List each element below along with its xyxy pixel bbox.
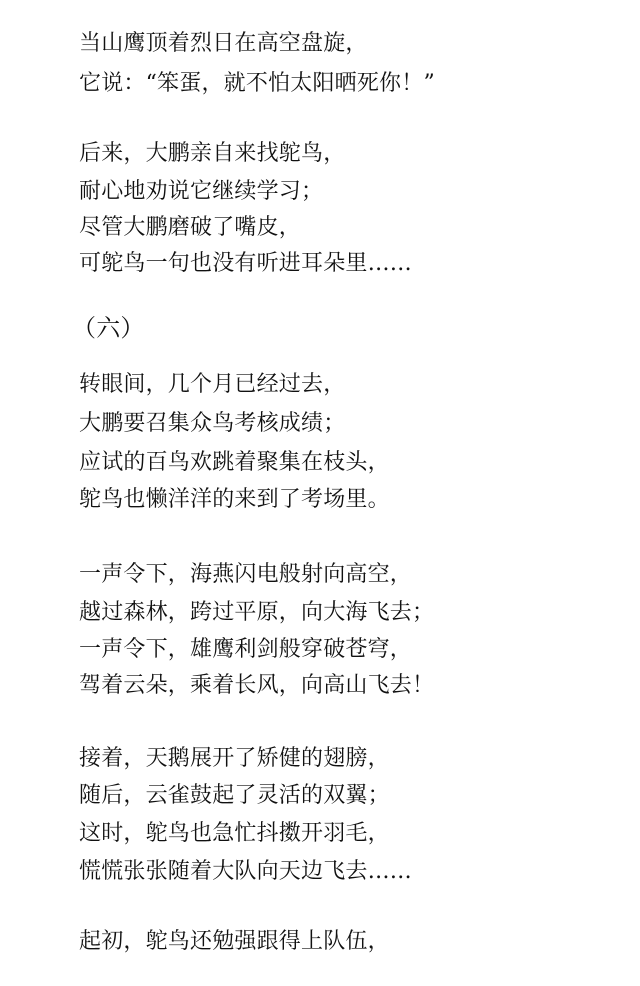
poem-line: 当山鹰顶着烈日在高空盘旋， [79,31,368,56]
poem-line: 起初，鸵鸟还勉强跟得上队伍， [79,929,390,954]
poem-line: 驾着云朵，乘着长风，向高山飞去！ [79,673,435,698]
poem-line: 一声令下，海燕闪电般射向高空， [79,562,413,587]
poem-line: 大鹏要召集众鸟考核成绩； [79,411,346,436]
poem-line: 接着，天鹅展开了矫健的翅膀， [79,746,390,771]
poem-line: 越过森林，跨过平原，向大海飞去； [79,600,435,625]
section-heading: （六） [72,314,145,342]
poem-line: 它说：“笨蛋，就不怕太阳晒死你！” [79,71,435,96]
poem-line: 可鸵鸟一句也没有听进耳朵里…… [79,251,413,276]
poem-line: 后来，大鹏亲自来找鸵鸟， [79,141,346,166]
poem-line: 应试的百鸟欢跳着聚集在枝头， [79,450,390,475]
poem-line: 慌慌张张随着大队向天边飞去…… [79,859,413,884]
poem-line: 转眼间，几个月已经过去， [79,372,346,397]
poem-line: 随后，云雀鼓起了灵活的双翼； [79,783,390,808]
poem-line: 耐心地劝说它继续学习； [79,179,324,204]
poem-line: 尽管大鹏磨破了嘴皮， [79,215,302,240]
poem-line: 一声令下，雄鹰利剑般穿破苍穹， [79,637,413,662]
poem-line: 这时，鸵鸟也急忙抖擞开羽毛， [79,821,390,846]
poem-line: 鸵鸟也懒洋洋的来到了考场里。 [79,487,390,512]
